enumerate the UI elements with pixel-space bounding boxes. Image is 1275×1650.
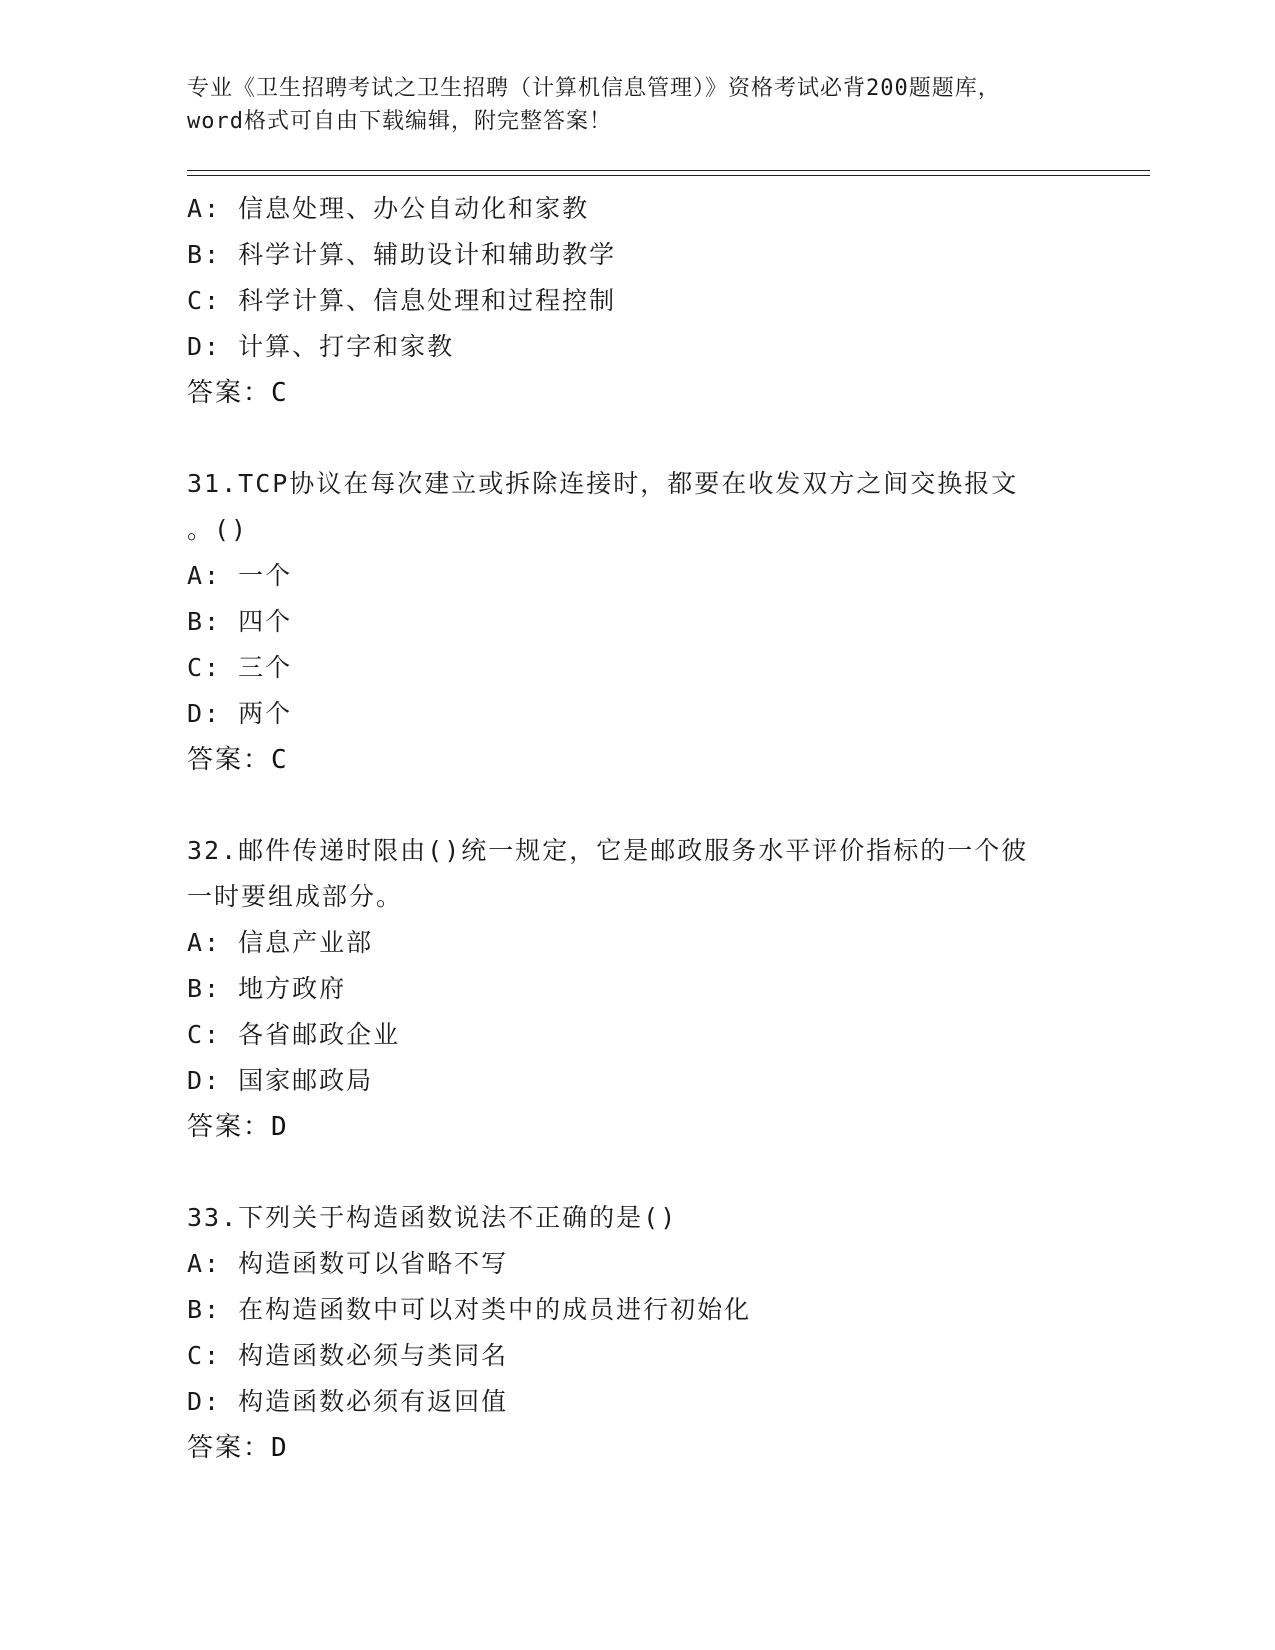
option-c: C: 科学计算、信息处理和过程控制 bbox=[187, 286, 617, 315]
option-b: B: 科学计算、辅助设计和辅助教学 bbox=[187, 240, 617, 269]
question-list bbox=[187, 186, 1087, 1471]
document-header bbox=[187, 72, 1087, 138]
option-a: A: 信息处理、办公自动化和家教 bbox=[187, 194, 590, 223]
answer: 答案：C bbox=[187, 378, 289, 408]
answer: 答案：C bbox=[187, 745, 289, 775]
option-b: B: 在构造函数中可以对类中的成员进行初始化 bbox=[187, 1295, 752, 1324]
option-c: C: 三个 bbox=[187, 653, 293, 682]
question-30-continued bbox=[187, 186, 1087, 416]
option-a: A: 信息产业部 bbox=[187, 928, 374, 957]
question-33 bbox=[187, 1195, 1087, 1471]
question-text-line-2: 。() bbox=[187, 515, 249, 544]
question-32 bbox=[187, 828, 1087, 1150]
question-31 bbox=[187, 461, 1087, 783]
option-c: C: 各省邮政企业 bbox=[187, 1020, 401, 1049]
question-text-line-2: 一时要组成部分。 bbox=[187, 882, 404, 911]
header-line-1: 专业《卫生招聘考试之卫生招聘（计算机信息管理）》资格考试必背200题题库， bbox=[187, 76, 1001, 101]
question-text-line-1: 33.下列关于构造函数说法不正确的是() bbox=[187, 1203, 678, 1232]
header-rule-bottom bbox=[187, 175, 1150, 176]
option-a: A: 一个 bbox=[187, 561, 293, 590]
option-b: B: 四个 bbox=[187, 607, 293, 636]
header-rule-top bbox=[187, 170, 1150, 171]
option-d: D: 两个 bbox=[187, 699, 293, 728]
option-d: D: 构造函数必须有返回值 bbox=[187, 1387, 509, 1416]
option-d: D: 计算、打字和家教 bbox=[187, 332, 455, 361]
question-text-line-1: 32.邮件传递时限由()统一规定，它是邮政服务水平评价指标的一个彼 bbox=[187, 836, 1029, 865]
option-d: D: 国家邮政局 bbox=[187, 1066, 374, 1095]
answer: 答案：D bbox=[187, 1112, 289, 1142]
option-a: A: 构造函数可以省略不写 bbox=[187, 1249, 509, 1278]
answer: 答案：D bbox=[187, 1433, 289, 1463]
option-c: C: 构造函数必须与类同名 bbox=[187, 1341, 509, 1370]
header-line-2: word格式可自由下载编辑，附完整答案！ bbox=[187, 109, 612, 134]
question-text-line-1: 31.TCP协议在每次建立或拆除连接时，都要在收发双方之间交换报文 bbox=[187, 469, 1019, 498]
option-b: B: 地方政府 bbox=[187, 974, 347, 1003]
